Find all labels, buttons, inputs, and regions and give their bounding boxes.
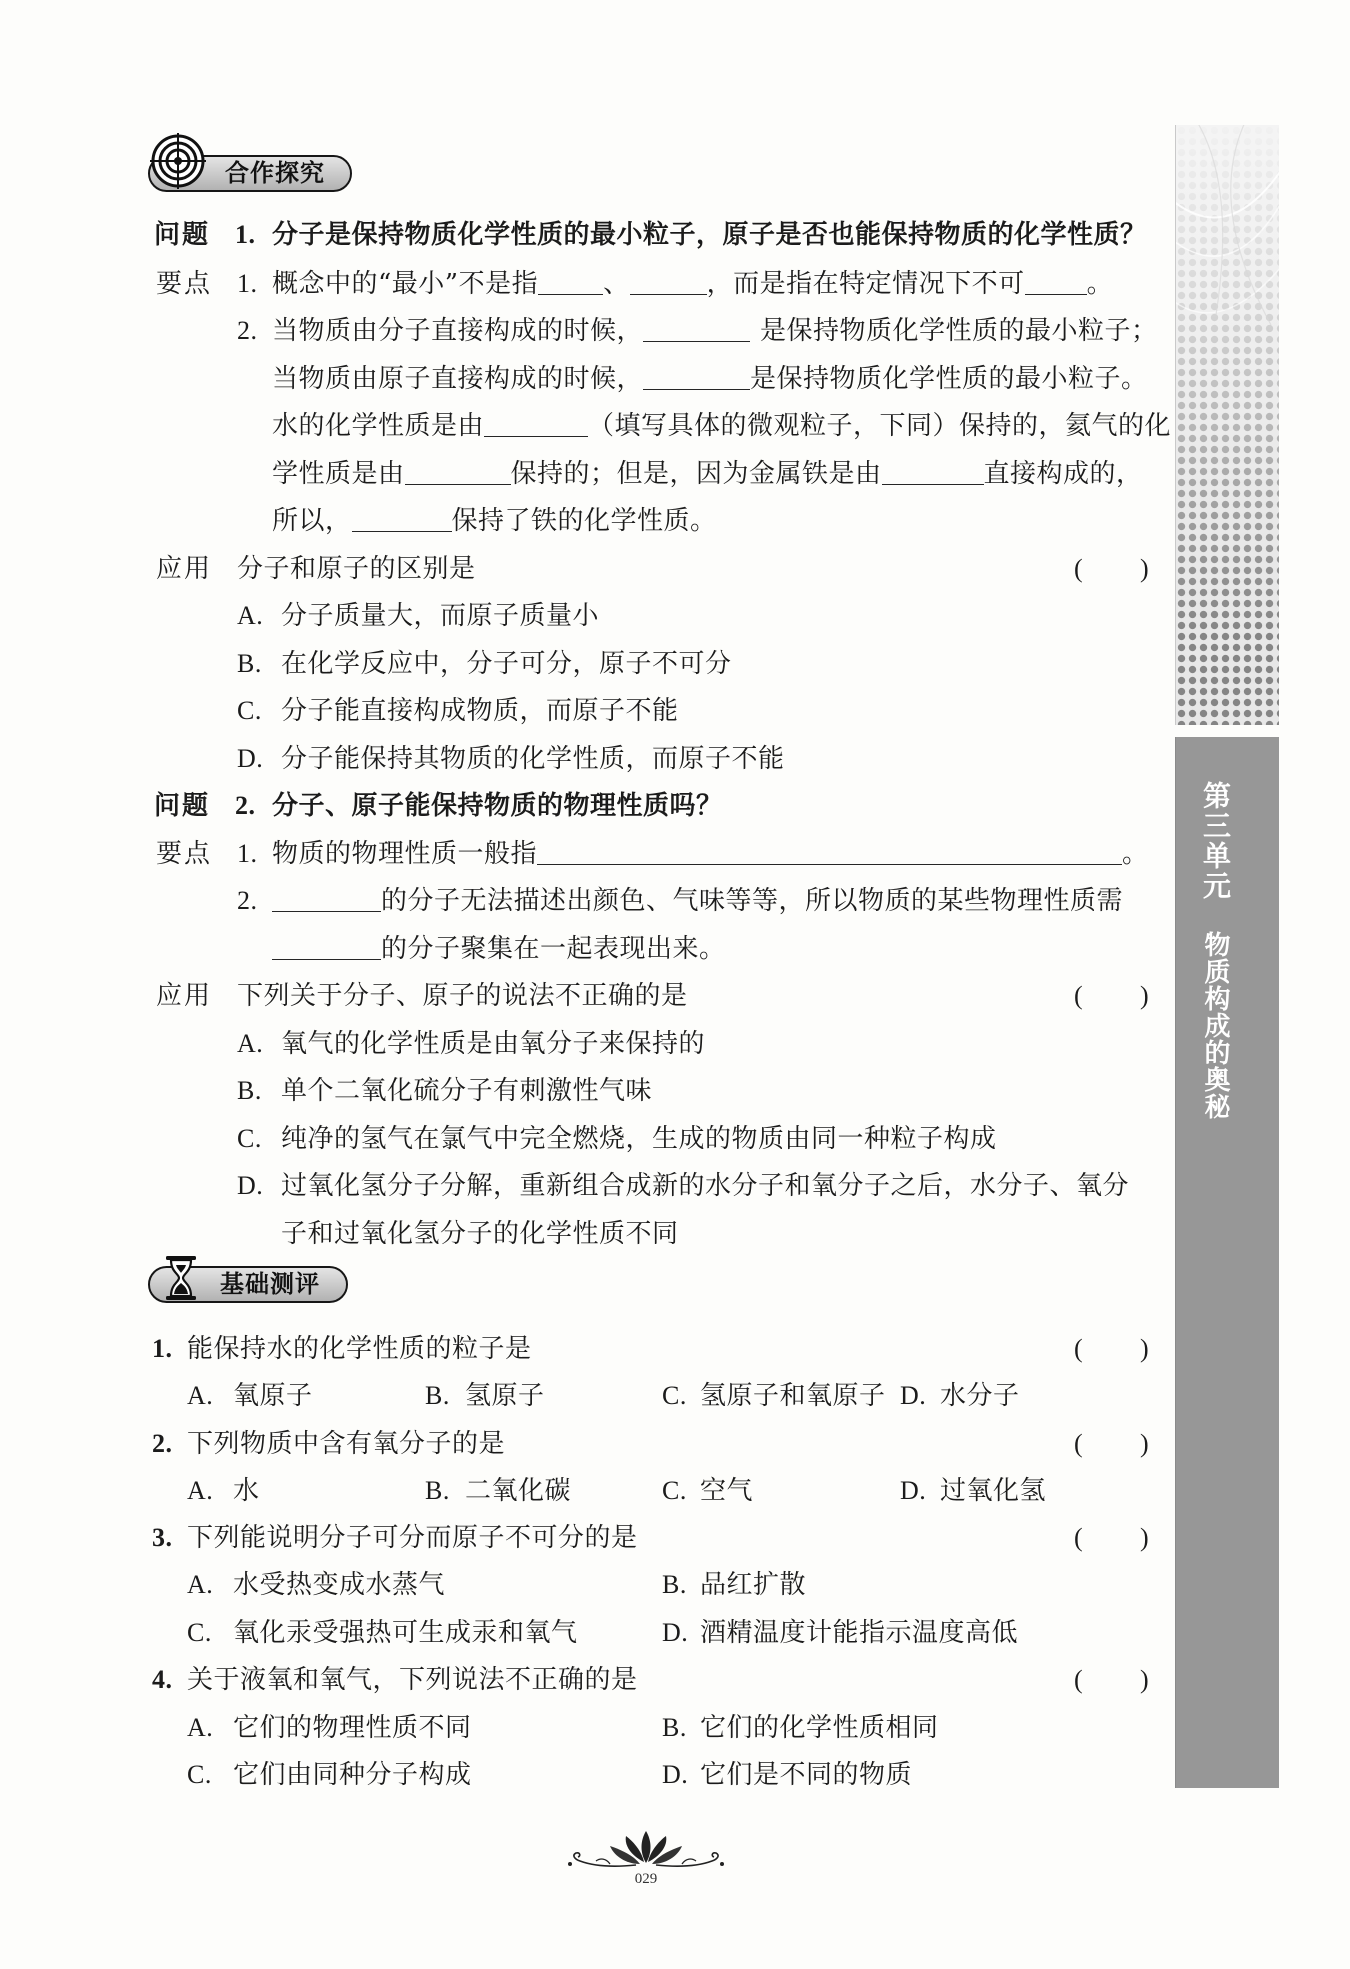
question-text: 分子、原子能保持物质的物理性质吗？ — [272, 791, 723, 821]
option-text: 水分子 — [940, 1381, 1020, 1411]
option-letter: A. — [187, 1713, 214, 1742]
item-number: 2. — [152, 1429, 173, 1458]
option-letter: B. — [237, 1076, 262, 1105]
text-segment: 是保持物质化学性质的最小粒子。 — [750, 364, 1148, 394]
key-point-1-line — [272, 838, 1149, 870]
key-point-2-line-4 — [272, 458, 1143, 490]
option-letter: B. — [237, 649, 262, 678]
option-letter: C. — [662, 1476, 687, 1505]
option-letter: B. — [425, 1476, 450, 1505]
item-number: 1. — [152, 1334, 173, 1363]
answer-bracket-close: ) — [1140, 554, 1150, 583]
option-text: 它们的物理性质不同 — [233, 1713, 472, 1743]
item-stem: 下列物质中含有氧分子的是 — [187, 1429, 506, 1459]
text-segment: 的分子无法描述出颜色、气味等等，所以物质的某些物理性质需 — [381, 886, 1124, 916]
option-text: 分子能保持其物质的化学性质，而原子不能 — [281, 744, 785, 774]
question-number: 2. — [235, 791, 256, 820]
option-text: 二氧化碳 — [465, 1476, 572, 1506]
answer-bracket-close: ) — [1140, 981, 1150, 1010]
application-label: 应用 — [156, 554, 213, 584]
text-segment: 的分子聚集在一起表现出来。 — [381, 934, 726, 964]
option-text: 氧原子 — [233, 1381, 313, 1411]
answer-bracket-open: ( — [1074, 1429, 1084, 1458]
key-point-number: 1. — [237, 269, 258, 298]
text-segment: 保持的；但是，因为金属铁是由 — [510, 459, 882, 489]
option-letter: B. — [662, 1570, 687, 1599]
option-text: 氢原子 — [465, 1381, 545, 1411]
text-segment: 直接构成的， — [983, 459, 1143, 489]
option-text: 水 — [233, 1476, 260, 1506]
option-text: 在化学反应中，分子可分，原子不可分 — [281, 649, 732, 679]
text-segment: 物质的物理性质一般指 — [272, 839, 538, 869]
text-segment: ，而是指在特定情况下不可 — [706, 269, 1025, 299]
option-text: 水受热变成水蒸气 — [233, 1570, 446, 1600]
key-point-number: 2. — [237, 886, 258, 915]
text-segment: 学性质是由 — [272, 459, 405, 489]
item-stem: 关于液氧和氧气，下列说法不正确的是 — [187, 1665, 638, 1695]
option-letter: D. — [900, 1476, 927, 1505]
key-point-2-line-1 — [272, 315, 1158, 347]
answer-blank — [1025, 269, 1087, 295]
option-letter: B. — [662, 1713, 687, 1742]
sidebar-unit-title: 第三单元 — [1199, 781, 1232, 901]
text-segment: 所以， — [272, 506, 352, 536]
question-text: 分子是保持物质化学性质的最小粒子，原子是否也能保持物质的化学性质？ — [272, 220, 1147, 250]
key-point-2-line-3 — [272, 410, 1171, 442]
option-text: 它们由同种分子构成 — [233, 1760, 472, 1790]
option-text: 分子质量大，而原子质量小 — [281, 601, 600, 631]
text-segment: 是保持物质化学性质的最小粒子； — [760, 316, 1158, 346]
option-letter: C. — [662, 1381, 687, 1410]
answer-bracket-open: ( — [1074, 981, 1084, 1010]
option-text: 酒精温度计能指示温度高低 — [700, 1618, 1019, 1648]
answer-bracket-close: ) — [1140, 1334, 1150, 1363]
key-point-number: 2. — [237, 316, 258, 345]
option-letter: C. — [187, 1760, 212, 1789]
option-text: 氢原子和氧原子 — [700, 1381, 886, 1411]
option-text: 空气 — [700, 1476, 754, 1506]
question-label: 问题 — [154, 791, 211, 821]
footer-ornament-icon — [566, 1828, 726, 1868]
option-text: 它们是不同的物质 — [700, 1760, 913, 1790]
answer-blank — [643, 364, 750, 390]
option-letter: A. — [187, 1381, 214, 1410]
section-title: 合作探究 — [225, 159, 325, 187]
answer-bracket-close: ) — [1140, 1665, 1150, 1694]
text-segment: 。 — [1122, 839, 1149, 869]
option-text: 单个二氧化硫分子有刺激性气味 — [281, 1076, 653, 1106]
option-text: 过氧化氢分子分解，重新组合成新的水分子和氧分子之后，水分子、氧分 — [281, 1171, 1130, 1201]
application-stem: 分子和原子的区别是 — [237, 554, 476, 584]
page-number: 029 — [634, 1871, 658, 1887]
key-point-label: 要点 — [156, 839, 213, 869]
option-text: 氧化汞受强热可生成汞和氧气 — [233, 1618, 578, 1648]
question-label: 问题 — [154, 220, 211, 250]
option-letter: A. — [187, 1570, 214, 1599]
answer-blank — [405, 459, 511, 485]
text-segment: 水的化学性质是由 — [272, 411, 485, 441]
sidebar-swirl-pattern — [1176, 125, 1279, 725]
option-letter: D. — [237, 744, 264, 773]
answer-blank — [643, 316, 750, 342]
key-point-number: 1. — [237, 839, 258, 868]
text-segment: （填写具体的微观粒子，下同）保持的，氦气的化 — [588, 411, 1172, 441]
key-point-label: 要点 — [156, 269, 213, 299]
hourglass-icon — [163, 1254, 199, 1302]
option-text: 分子能直接构成物质，而原子不能 — [281, 696, 679, 726]
answer-blank — [537, 839, 1122, 865]
option-letter: D. — [900, 1381, 927, 1410]
answer-bracket-open: ( — [1074, 554, 1084, 583]
text-segment: 当物质由分子直接构成的时候， — [272, 316, 644, 346]
answer-bracket-close: ) — [1140, 1523, 1150, 1552]
option-text: 它们的化学性质相同 — [700, 1713, 939, 1743]
option-letter: A. — [237, 1029, 264, 1058]
key-point-2-line-2 — [272, 933, 726, 965]
option-letter: C. — [237, 696, 262, 725]
option-letter: A. — [187, 1476, 214, 1505]
application-stem: 下列关于分子、原子的说法不正确的是 — [237, 981, 688, 1011]
answer-bracket-close: ) — [1140, 1429, 1150, 1458]
key-point-2-line-2 — [272, 363, 1148, 395]
option-letter: C. — [187, 1618, 212, 1647]
key-point-1-line — [272, 268, 1113, 300]
item-stem: 能保持水的化学性质的粒子是 — [187, 1334, 532, 1364]
text-segment: 、 — [603, 269, 630, 299]
application-label: 应用 — [156, 981, 213, 1011]
option-letter: D. — [662, 1760, 689, 1789]
answer-blank — [630, 269, 707, 295]
answer-blank — [352, 506, 452, 532]
question-number: 1. — [235, 220, 256, 249]
option-letter: A. — [237, 601, 264, 630]
option-text-continued: 子和过氧化氢分子的化学性质不同 — [281, 1219, 679, 1249]
answer-blank — [272, 886, 381, 912]
section-title: 基础测评 — [220, 1270, 320, 1298]
option-text: 品红扩散 — [700, 1570, 807, 1600]
sidebar-halftone-pattern — [1175, 125, 1279, 725]
option-letter: C. — [237, 1124, 262, 1153]
answer-bracket-open: ( — [1074, 1334, 1084, 1363]
sidebar-topic-title: 物质构成的奥秘 — [1200, 931, 1230, 1120]
text-segment: 当物质由原子直接构成的时候， — [272, 364, 644, 394]
key-point-2-line-1 — [272, 885, 1123, 917]
key-point-2-line-5 — [272, 505, 717, 537]
option-text: 纯净的氢气在氯气中完全燃烧，生成的物质由同一种粒子构成 — [281, 1124, 997, 1154]
option-letter: B. — [425, 1381, 450, 1410]
text-segment: 概念中的“最小”不是指 — [272, 269, 539, 299]
item-number: 3. — [152, 1523, 173, 1552]
option-letter: D. — [662, 1618, 689, 1647]
option-text: 过氧化氢 — [940, 1476, 1047, 1506]
answer-bracket-open: ( — [1074, 1523, 1084, 1552]
item-number: 4. — [152, 1665, 173, 1694]
answer-bracket-open: ( — [1074, 1665, 1084, 1694]
answer-blank — [272, 934, 381, 960]
text-segment: 保持了铁的化学性质。 — [451, 506, 717, 536]
answer-blank — [484, 411, 588, 437]
answer-blank — [882, 459, 984, 485]
option-letter: D. — [237, 1171, 264, 1200]
target-icon — [150, 133, 206, 189]
text-segment: 。 — [1086, 269, 1114, 299]
answer-blank — [538, 269, 603, 295]
option-text: 氧气的化学性质是由氧分子来保持的 — [281, 1029, 706, 1059]
item-stem: 下列能说明分子可分而原子不可分的是 — [187, 1523, 638, 1553]
